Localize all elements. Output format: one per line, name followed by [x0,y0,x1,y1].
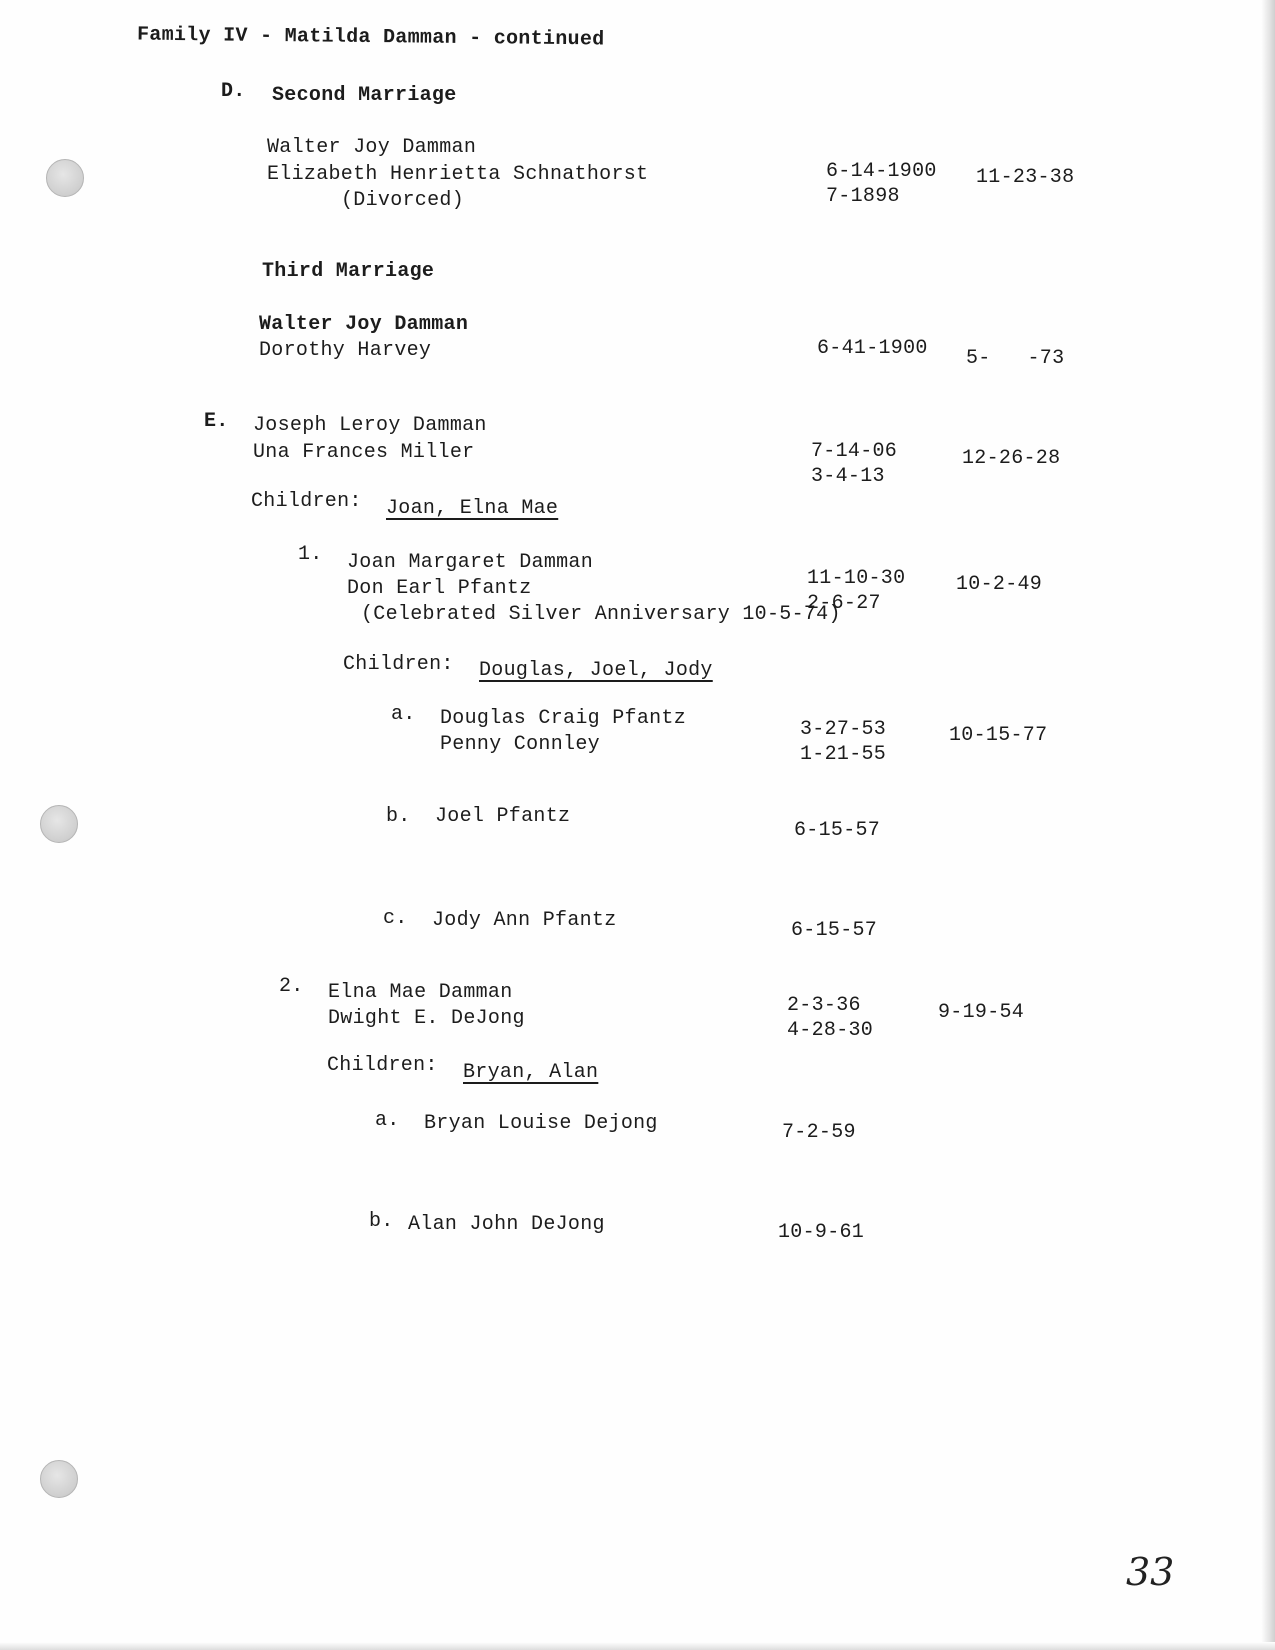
page-number: 33 [1126,1550,1175,1594]
child1b-birth: 6-15-57 [794,819,881,842]
child2a-name: Bryan Louise Dejong [424,1112,658,1135]
third-marriage-married: 5- -73 [966,347,1065,370]
child1a-name: Douglas Craig Pfantz [440,707,687,730]
child1-children-label: Children: [343,653,454,676]
section-e-married: 12-26-28 [962,447,1061,470]
child1c-name: Jody Ann Pfantz [432,909,617,932]
child2b-letter: b. [369,1210,394,1233]
section-d-married: 11-23-38 [976,166,1075,189]
section-d-letter: D. [221,80,246,103]
binder-hole-top [46,159,84,197]
page-edge-bottom [0,1642,1275,1650]
child1b-name: Joel Pfantz [435,805,571,828]
child2-spouse2: Dwight E. DeJong [328,1007,525,1030]
child2-children-label: Children: [327,1054,438,1077]
section-d-birth1: 6-14-1900 [826,160,937,183]
child1c-birth: 6-15-57 [791,919,878,942]
child1-number: 1. [298,543,323,566]
child1c-letter: c. [383,907,408,930]
section-e-children-label: Children: [251,490,362,513]
page-header: Family IV - Matilda Damman - continued [136,23,605,52]
child2-children-names: Bryan, Alan [463,1061,599,1084]
child2-number: 2. [279,975,304,998]
section-e-letter: E. [204,410,229,433]
section-e-birth2: 3-4-13 [811,465,885,488]
child1-children-names: Douglas, Joel, Jody [479,659,713,682]
child1a-birth1: 3-27-53 [800,718,887,741]
page-edge-right [1261,0,1275,1650]
binder-hole-bottom [40,1460,78,1498]
section-d-note: (Divorced) [341,189,465,212]
child1-spouse2: Don Earl Pfantz [347,577,532,600]
child1-note: (Celebrated Silver Anniversary 10-5-74) [361,603,841,626]
third-marriage-title: Third Marriage [262,260,435,283]
child1a-birth2: 1-21-55 [800,743,887,766]
third-marriage-spouse1: Walter Joy Damman [259,313,469,336]
child1-birth2: 2-6-27 [807,592,881,615]
child2a-birth: 7-2-59 [782,1121,856,1144]
binder-hole-middle [40,805,78,843]
child1-married: 10-2-49 [956,573,1043,596]
child1-birth1: 11-10-30 [807,567,906,590]
child1a-spouse: Penny Connley [440,733,600,756]
child1a-letter: a. [391,703,416,726]
third-marriage-birth1: 6-41-1900 [817,337,928,360]
section-d-spouse1: Walter Joy Damman [267,136,477,159]
section-e-spouse1: Joseph Leroy Damman [253,414,487,437]
section-e-children-names: Joan, Elna Mae [386,497,559,520]
third-marriage-spouse2: Dorothy Harvey [259,339,432,362]
section-d-birth2: 7-1898 [826,185,900,208]
child2b-birth: 10-9-61 [778,1221,865,1244]
section-e-birth1: 7-14-06 [811,440,898,463]
child2-married: 9-19-54 [938,1001,1025,1024]
child2-spouse1: Elna Mae Damman [328,981,513,1004]
child2-birth1: 2-3-36 [787,994,861,1017]
child1b-letter: b. [386,805,411,828]
section-e-spouse2: Una Frances Miller [253,441,475,464]
section-d-spouse2: Elizabeth Henrietta Schnathorst [267,163,649,186]
child1a-married: 10-15-77 [949,724,1048,747]
section-d-title: Second Marriage [272,84,457,107]
child1-spouse1: Joan Margaret Damman [347,551,594,574]
child2b-name: Alan John DeJong [408,1213,605,1236]
child2a-letter: a. [375,1109,400,1132]
child2-birth2: 4-28-30 [787,1019,874,1042]
